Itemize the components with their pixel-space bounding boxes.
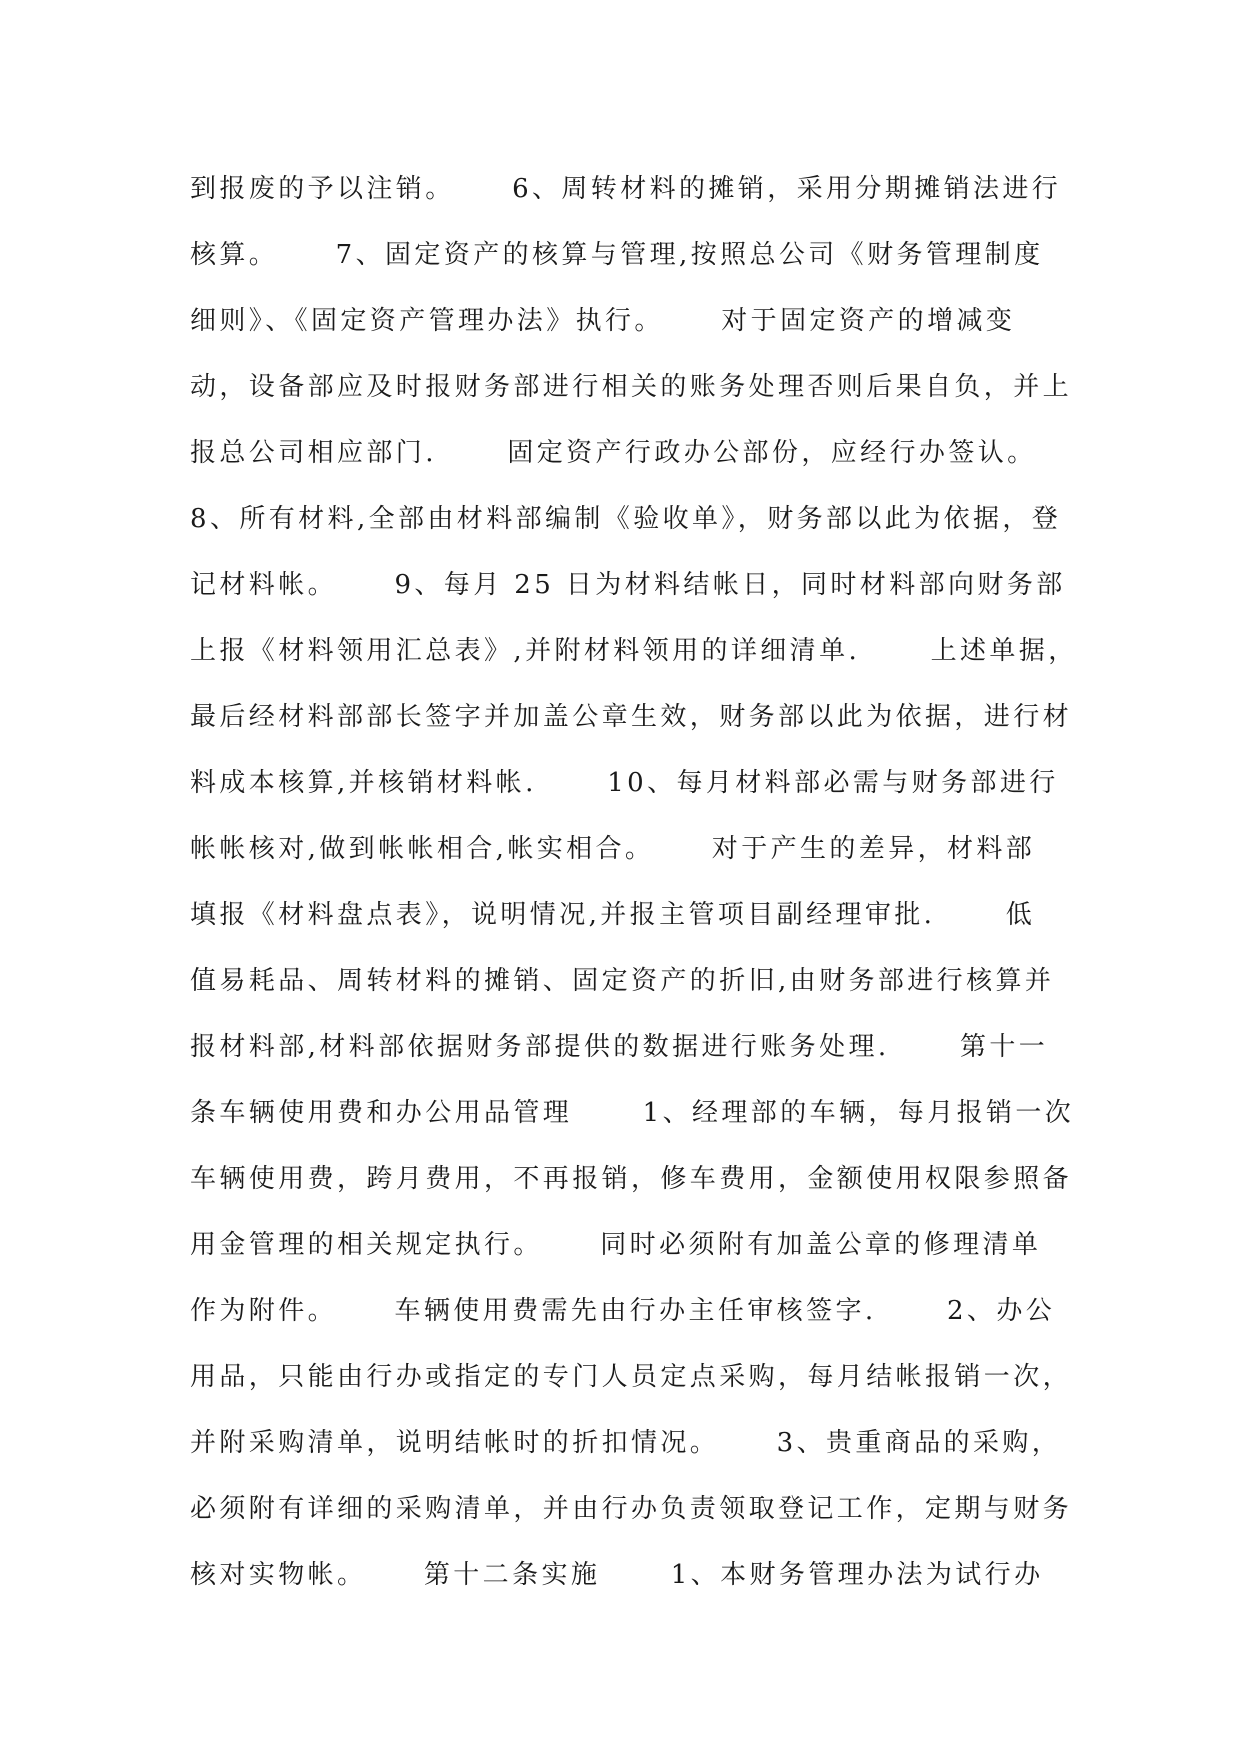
text-line: 细则》、《固定资产管理办法》执行。 对于固定资产的增减变 [190,306,1016,336]
text-line: 必须附有详细的采购清单，并由行办负责领取登记工作，定期与财务 [190,1494,1073,1524]
document-body [190,156,1078,1608]
text-line: 作为附件。 车辆使用费需先由行办主任审核签字. 2、办公 [190,1296,1056,1326]
text-line: 用品，只能由行办或指定的专门人员定点采购，每月结帐报销一次， [190,1362,1073,1392]
text-line: 并附采购清单，说明结帐时的折扣情况。 3、贵重商品的采购， [190,1428,1062,1458]
text-line: 报总公司相应部门. 固定资产行政办公部份，应经行办签认。 [190,438,1037,468]
text-line: 核对实物帐。 第十二条实施 1、本财务管理办法为试行办 [190,1560,1044,1590]
text-line: 值易耗品、周转材料的摊销、固定资产的折旧,由财务部进行核算并 [190,966,1055,996]
text-line: 用金管理的相关规定执行。 同时必须附有加盖公章的修理清单 [190,1230,1042,1260]
text-line: 最后经材料部部长签字并加盖公章生效，财务部以此为依据，进行材 [190,702,1073,732]
text-line: 8、所有材料,全部由材料部编制《验收单》，财务部以此为依据，登 [190,504,1062,534]
text-line: 车辆使用费，跨月费用，不再报销，修车费用，金额使用权限参照备 [190,1164,1073,1194]
text-line: 到报废的予以注销。 6、周转材料的摊销，采用分期摊销法进行 [190,174,1062,204]
text-line: 上报《材料领用汇总表》,并附材料领用的详细清单. 上述单据， [190,636,1078,666]
text-line: 记材料帐。 9、每月 25 日为材料结帐日，同时材料部向财务部 [190,570,1066,600]
text-line: 条车辆使用费和办公用品管理 1、经理部的车辆，每月报销一次 [190,1098,1075,1128]
text-line: 料成本核算,并核销材料帐. 10、每月材料部必需与财务部进行 [190,768,1059,798]
text-line: 动，设备部应及时报财务部进行相关的账务处理否则后果自负，并上 [190,372,1073,402]
text-line: 核算。 7、固定资产的核算与管理,按照总公司《财务管理制度 [190,240,1044,270]
text-line: 报材料部,材料部依据财务部提供的数据进行账务处理. 第十一 [190,1032,1049,1062]
text-line: 帐帐核对,做到帐帐相合,帐实相合。 对于产生的差异，材料部 [190,834,1036,864]
text-line: 填报《材料盘点表》，说明情况,并报主管项目副经理审批. 低 [190,900,1036,930]
